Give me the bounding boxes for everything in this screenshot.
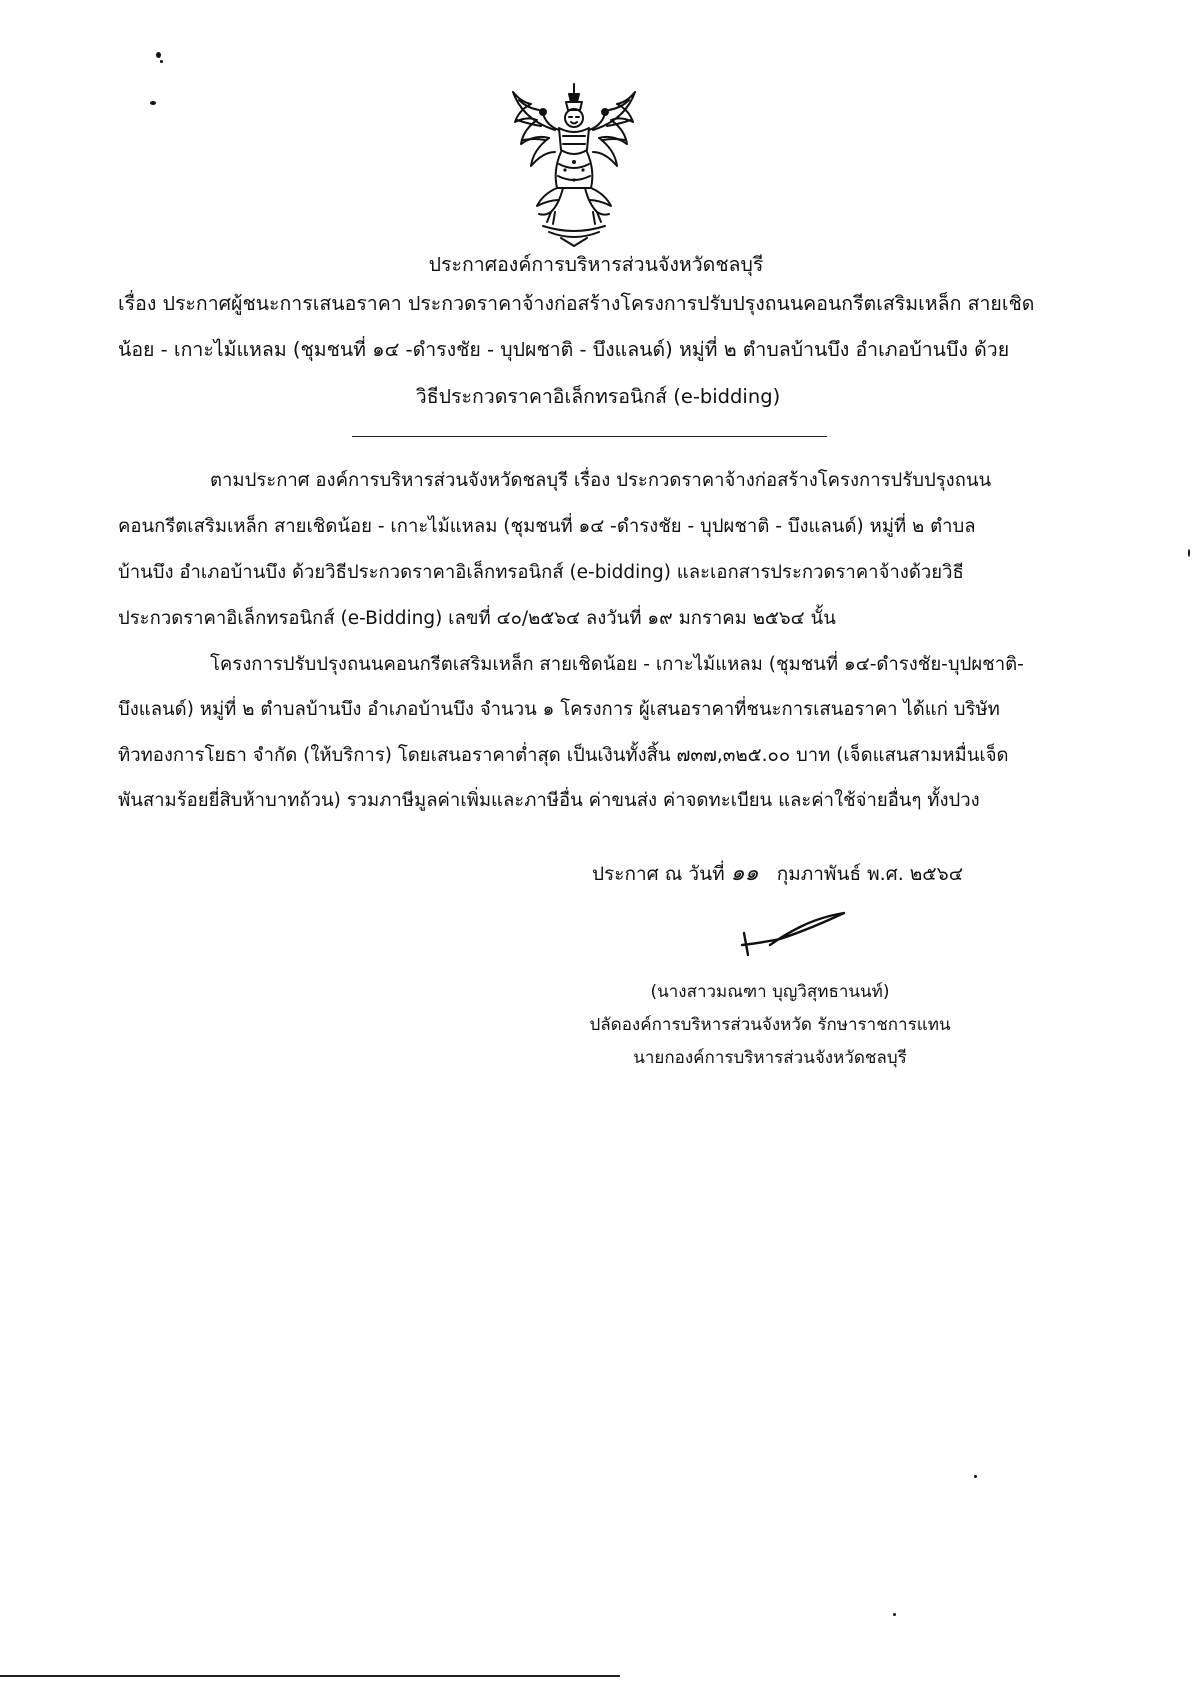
subject-line-2: น้อย - เกาะไม้แหลม (ชุมชนที่ ๑๔ -ดำรงชัย - บุปผชาติ - บึงแลนด์) หมู่ที่ ๒ ตำบลบ้านบึง อำเภอบ้านบึง ด้วย: [118, 338, 1010, 361]
date-month-year: กุมภาพันธ์ พ.ศ. ๒๕๖๔: [776, 863, 964, 885]
paragraph2-line-2: บึงแลนด์) หมู่ที่ ๒ ตำบลบ้านบึง อำเภอบ้านบึง จำนวน ๑ โครงการ ผู้เสนอราคาที่ชนะการเสนอราคา ได้แก่ บริษัท: [118, 699, 1000, 720]
paragraph2-line-1: โครงการปรับปรุงถนนคอนกรีตเสริมเหล็ก สายเชิดน้อย - เกาะไม้แหลม (ชุมชนที่ ๑๔-ดำรงชัย-บุปผชาติ-: [210, 654, 1024, 675]
paragraph1-line-1: ตามประกาศ องค์การบริหารส่วนจังหวัดชลบุรี เรื่อง ประกวดราคาจ้างก่อสร้างโครงการปรับปรุงถนน: [210, 470, 992, 491]
signatory-name: (นางสาวมณฑา บุญวิสุทธานนท์): [650, 982, 890, 1002]
date-prefix: ประกาศ ณ วันที่: [592, 863, 725, 885]
paragraph2-line-3: ทิวทองการโยธา จำกัด (ให้บริการ) โดยเสนอราคาต่ำสุด เป็นเงินทั้งสิ้น ๗๓๗,๓๒๕.๐๐ บาท (เจ็ดแสนสามหมื่นเจ็ด: [118, 745, 1009, 766]
announcement-title: ประกาศองค์การบริหารส่วนจังหวัดชลบุรี: [428, 253, 764, 276]
scan-speck: [150, 101, 156, 105]
subject-line-3: วิธีประกวดราคาอิเล็กทรอนิกส์ (e-bidding): [415, 385, 781, 408]
paragraph1-line-2: คอนกรีตเสริมเหล็ก สายเชิดน้อย - เกาะไม้แหลม (ชุมชนที่ ๑๔ -ดำรงชัย - บุปผชาติ - บึงแลนด์) หมู่ที่ ๒ ตำบล: [118, 516, 976, 537]
subject-line-1: เรื่อง ประกาศผู้ชนะการเสนอราคา ประกวดราคาจ้างก่อสร้างโครงการปรับปรุงถนนคอนกรีตเสริมเหล็ก สายเชิด: [118, 292, 1035, 315]
signatory-position-2: นายกองค์การบริหารส่วนจังหวัดชลบุรี: [633, 1048, 907, 1068]
scan-speck: [160, 60, 163, 63]
garuda-emblem-icon: [503, 80, 645, 250]
scan-bottom-edge: [0, 1675, 620, 1677]
scan-speck: [1188, 549, 1190, 557]
date-day-handwritten: ๑๑: [730, 861, 759, 886]
paragraph2-line-4: พันสามร้อยยี่สิบห้าบาทถ้วน) รวมภาษีมูลค่าเพิ่มและภาษีอื่น ค่าขนส่ง ค่าจดทะเบียน และค่าใช้จ่ายอื่นๆ ทั้งปวง: [118, 790, 980, 811]
signatory-position-1: ปลัดองค์การบริหารส่วนจังหวัด รักษาราชการแทน: [589, 1015, 951, 1035]
signature-mark: [740, 905, 850, 965]
scan-speck: [893, 1613, 896, 1616]
scan-speck: [156, 52, 161, 58]
scan-speck: [974, 1475, 977, 1478]
paragraph1-line-4: ประกวดราคาอิเล็กทรอนิกส์ (e-Bidding) เลขที่ ๔๐/๒๕๖๔ ลงวันที่ ๑๙ มกราคม ๒๕๖๔ นั้น: [118, 608, 836, 629]
title-divider: [352, 436, 827, 437]
paragraph1-line-3: บ้านบึง อำเภอบ้านบึง ด้วยวิธีประกวดราคาอิเล็กทรอนิกส์ (e-bidding) และเอกสารประกวดราคาจ้างด้วยวิธี: [118, 562, 964, 583]
announcement-date: [592, 861, 963, 887]
